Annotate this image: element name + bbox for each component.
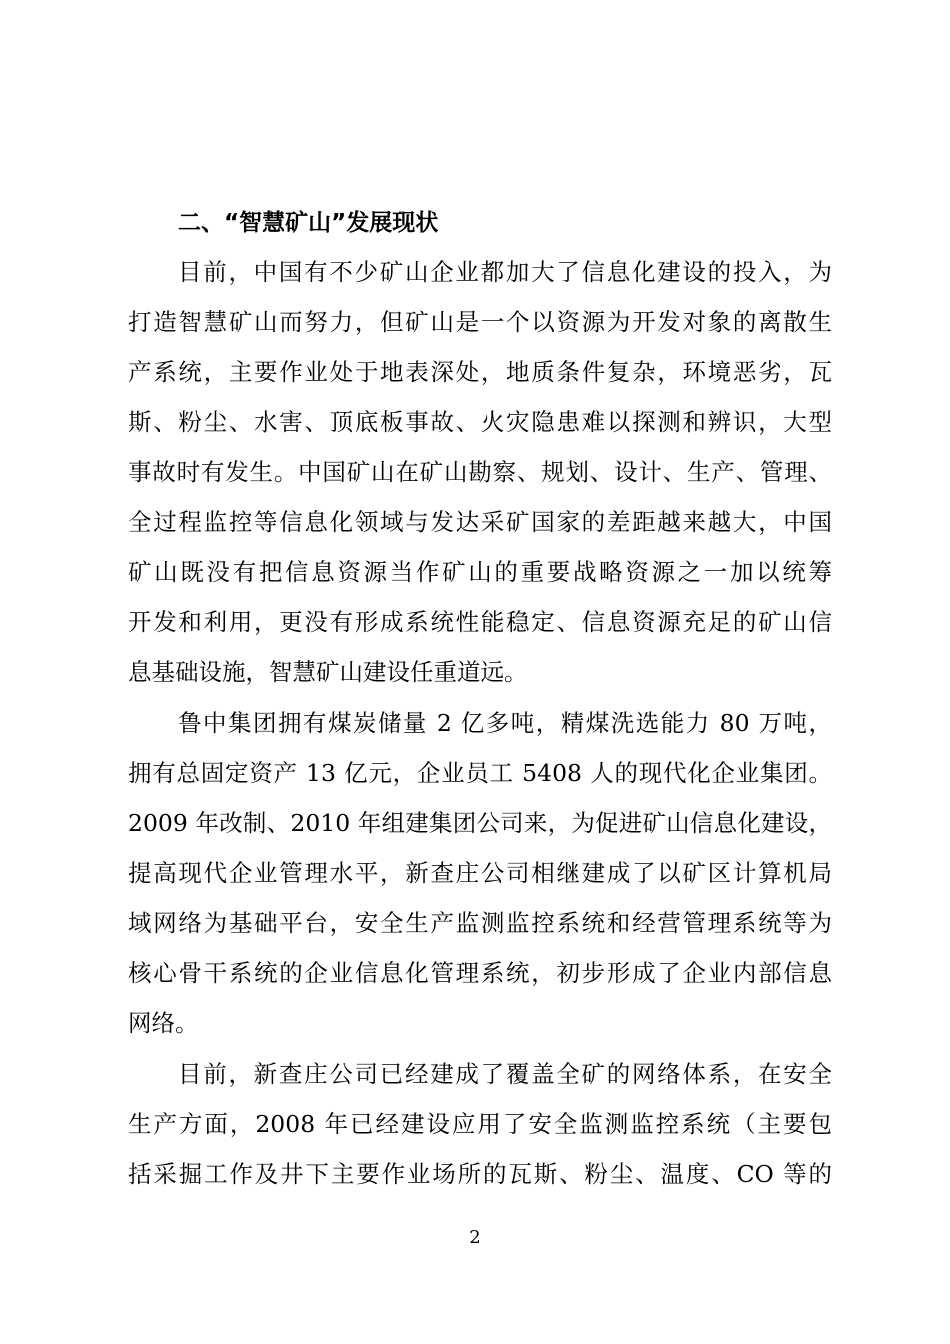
paragraph-line: 2009 年改制、2010 年组建集团公司来，为促进矿山信息化建设， <box>128 809 832 837</box>
paragraph-line: 目前，新查庄公司已经建成了覆盖全矿的网络体系，在安全 <box>178 1060 832 1088</box>
paragraph-line: 打造智慧矿山而努力，但矿山是一个以资源为开发对象的离散生 <box>128 308 832 336</box>
paragraph-line: 拥有总固定资产 13 亿元，企业员工 5408 人的现代化企业集团。 <box>128 759 832 787</box>
paragraph-line: 事故时有发生。中国矿山在矿山勘察、规划、设计、生产、管理、 <box>128 458 832 486</box>
paragraph-line: 目前，中国有不少矿山企业都加大了信息化建设的投入，为 <box>178 258 832 286</box>
paragraph-line: 网络。 <box>128 1009 199 1037</box>
paragraph-line: 矿山既没有把信息资源当作矿山的重要战略资源之一加以统筹 <box>128 558 832 586</box>
paragraph-line: 产系统，主要作业处于地表深处，地质条件复杂，环境恶劣，瓦 <box>128 358 832 386</box>
paragraph-line: 域网络为基础平台，安全生产监测监控系统和经营管理系统等为 <box>128 909 832 937</box>
paragraph-line: 核心骨干系统的企业信息化管理系统，初步形成了企业内部信息 <box>128 959 832 987</box>
paragraph-line: 斯、粉尘、水害、顶底板事故、火灾隐患难以探测和辨识，大型 <box>128 408 832 436</box>
page-number: 2 <box>469 1227 481 1248</box>
paragraph-line: 括采掘工作及井下主要作业场所的瓦斯、粉尘、温度、CO 等的 <box>128 1160 832 1188</box>
section-heading: 二、“智慧矿山”发展现状 <box>178 210 439 236</box>
paragraph-line: 开发和利用，更没有形成系统性能稳定、信息资源充足的矿山信 <box>128 608 832 636</box>
paragraph-line: 生产方面，2008 年已经建设应用了安全监测监控系统（主要包 <box>128 1110 832 1138</box>
paragraph-line: 息基础设施，智慧矿山建设任重道远。 <box>128 658 528 686</box>
paragraph-line: 鲁中集团拥有煤炭储量 2 亿多吨，精煤洗选能力 80 万吨， <box>178 709 832 737</box>
paragraph-line: 全过程监控等信息化领域与发达采矿国家的差距越来越大，中国 <box>128 508 832 536</box>
paragraph-line: 提高现代企业管理水平，新查庄公司相继建成了以矿区计算机局 <box>128 859 832 887</box>
